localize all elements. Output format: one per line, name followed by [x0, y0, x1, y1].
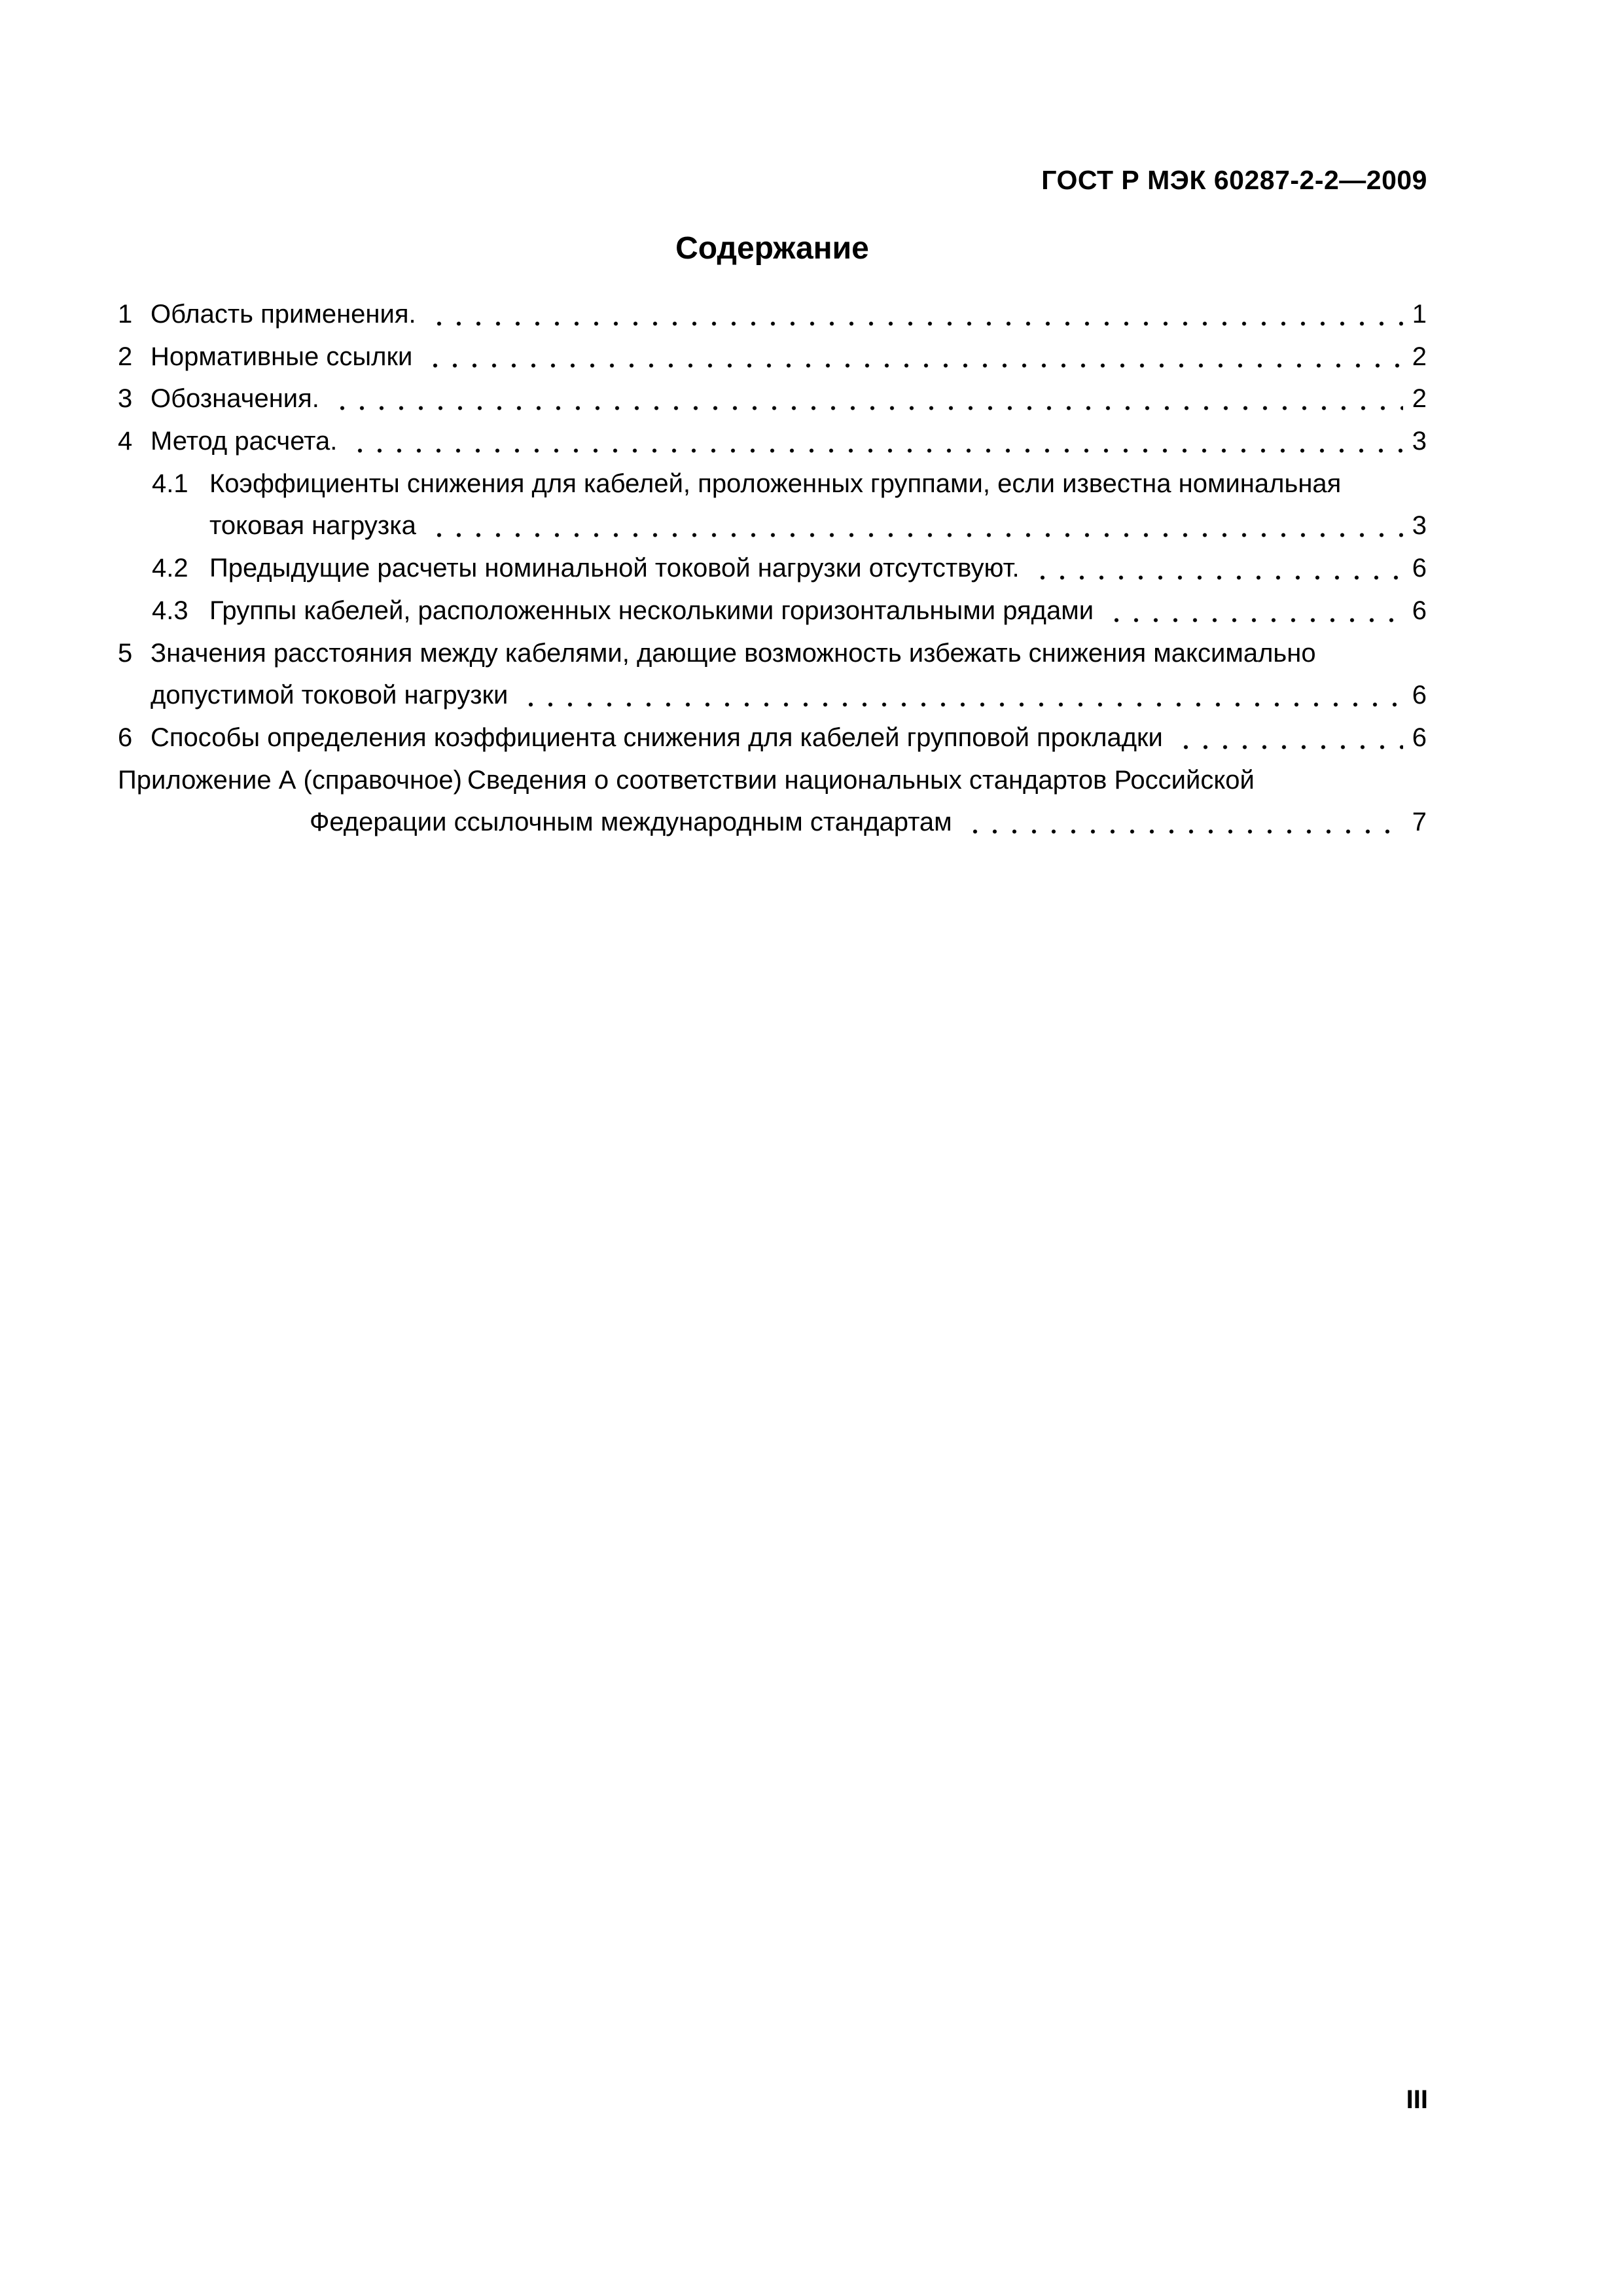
- entry-text: Обозначения.: [151, 384, 319, 414]
- toc-entry-4-1-line2: [209, 505, 1427, 547]
- dot-leader: [1101, 590, 1403, 632]
- page-number: 7: [1412, 808, 1427, 837]
- toc-title: Содержание: [675, 231, 869, 266]
- page-number: 3: [1412, 427, 1427, 456]
- toc-entry-3: [118, 378, 1427, 420]
- toc-entry-2: [118, 336, 1427, 378]
- toc-entry-4: [118, 420, 1427, 463]
- page-number: 3: [1412, 511, 1427, 541]
- entry-text: Предыдущие расчеты номинальной токовой нагрузки отсутствуют.: [209, 554, 1020, 583]
- toc-entry-5-line2: [151, 674, 1427, 717]
- entry-text: Значения расстояния между кабелями, дающие возможность избежать снижения максимально: [151, 638, 1316, 668]
- entry-text: Федерации ссылочным международным стандартам: [310, 808, 952, 837]
- entry-number: 4: [118, 427, 133, 456]
- page-number: 2: [1412, 342, 1427, 371]
- toc-appendix-line2: [310, 801, 1427, 844]
- page-number: 1: [1412, 300, 1427, 329]
- folio-page-number: III: [1406, 2085, 1428, 2114]
- toc-entry-5-line1: [118, 632, 1427, 675]
- page-number: 6: [1412, 596, 1427, 625]
- toc-entry-4-1-line1: [152, 463, 1427, 505]
- entry-text: Группы кабелей, расположенных несколькими горизонтальными рядами: [209, 596, 1094, 625]
- standard-code-header: ГОСТ Р МЭК 60287-2-2—2009: [1041, 165, 1427, 195]
- dot-leader: [1027, 547, 1403, 590]
- entry-number: 2: [118, 342, 133, 371]
- entry-text: Нормативные ссылки: [151, 342, 413, 371]
- entry-number: 6: [118, 723, 133, 752]
- entry-number: 4.3: [152, 596, 188, 625]
- appendix-label: Приложение А (справочное): [118, 765, 462, 795]
- entry-text: Область применения.: [151, 300, 416, 329]
- dot-leader: [345, 420, 1402, 463]
- entry-number: 3: [118, 384, 133, 414]
- toc-entry-4-3: [152, 590, 1427, 632]
- dot-leader: [420, 336, 1402, 378]
- toc-entry-4-2: [152, 547, 1427, 590]
- entry-number: 4.2: [152, 554, 188, 583]
- entry-text: допустимой токовой нагрузки: [151, 681, 508, 710]
- dot-leader: [424, 505, 1403, 547]
- entry-text: Способы определения коэффициента снижения для кабелей групповой прокладки: [151, 723, 1163, 752]
- dot-leader: [327, 378, 1403, 420]
- entry-number: 5: [118, 638, 133, 668]
- dot-leader: [424, 293, 1403, 336]
- entry-number: 1: [118, 300, 133, 329]
- page-number: 6: [1412, 723, 1427, 752]
- dot-leader: [516, 674, 1402, 717]
- entry-number: 4.1: [152, 469, 188, 498]
- toc-appendix-line1: [118, 759, 1427, 802]
- page-number: 6: [1412, 554, 1427, 583]
- page-number: 2: [1412, 384, 1427, 414]
- toc-entry-6: [118, 717, 1427, 759]
- entry-text: Метод расчета.: [151, 427, 338, 456]
- entry-text: Коэффициенты снижения для кабелей, проложенных группами, если известна номинальная: [209, 469, 1342, 498]
- dot-leader: [960, 801, 1403, 844]
- dot-leader: [1171, 717, 1403, 759]
- appendix-title: Сведения о соответствии национальных стандартов Российской: [467, 765, 1255, 795]
- table-of-contents: [118, 293, 1427, 844]
- entry-text: токовая нагрузка: [209, 511, 416, 541]
- page-number: 6: [1412, 681, 1427, 710]
- toc-entry-1: [118, 293, 1427, 336]
